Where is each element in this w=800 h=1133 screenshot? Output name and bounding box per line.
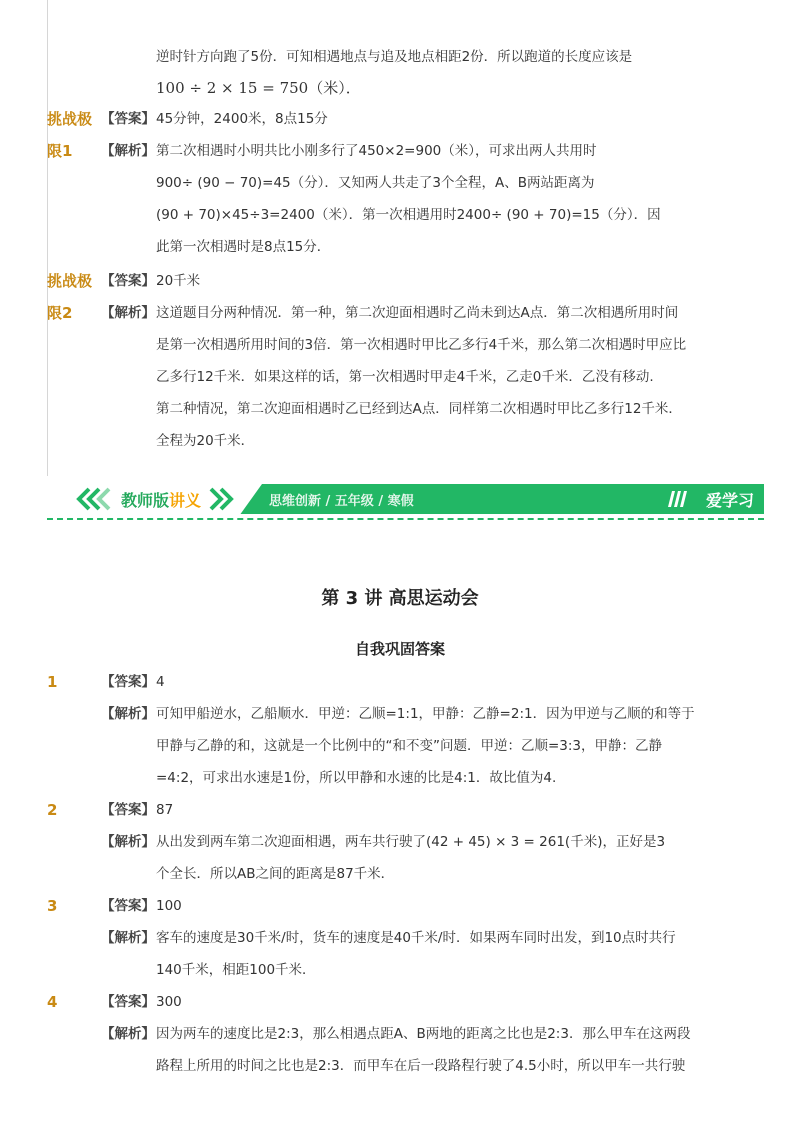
item-analysis-label: 【解析】 xyxy=(101,706,155,722)
challenge-1-analysis-line: (90 + 70)×45÷3=2400（米）．第一次相遇用时2400÷ (90 + 70)=15（分）．因 xyxy=(156,207,661,223)
item-analysis-label: 【解析】 xyxy=(101,834,155,850)
continuation-line-1: 逆时针方向跑了5份．可知相遇地点与追及地点相距2份．所以跑道的长度应该是 xyxy=(156,49,633,65)
item-answer-label: 【答案】 xyxy=(101,674,155,690)
item-analysis-line: 可知甲船逆水，乙船顺水．甲逆：乙顺=1:1，甲静：乙静=2:1．因为甲逆与乙顺的和等于 xyxy=(156,706,695,722)
challenge-1-analysis-line: 900÷ (90 − 70)=45（分）．又知两人共走了3个全程，A、B两站距离为 xyxy=(156,175,595,191)
item-answer: 87 xyxy=(156,802,174,818)
banner-title-main: 教师版 xyxy=(121,491,170,510)
brand-logo-icon xyxy=(666,489,690,513)
continuation-line-2: 100 ÷ 2 × 15 = 750（米）． xyxy=(156,79,361,97)
challenge-1-answer-label: 【答案】 xyxy=(101,111,155,127)
banner-title xyxy=(121,488,201,511)
section-subtitle: 自我巩固答案 xyxy=(354,640,445,658)
challenge-1-analysis-line: 第二次相遇时小明共比小刚多行了450×2=900（米），可求出两人共用时 xyxy=(156,143,597,159)
page-header-banner xyxy=(47,484,764,514)
banner-title-accent: 讲义 xyxy=(169,491,202,510)
item-analysis-line: 客车的速度是30千米/时，货车的速度是40千米/时．如果两车同时出发，到10点时共行 xyxy=(156,930,676,946)
item-number: 3 xyxy=(47,897,58,915)
challenge-1-answer: 45分钟，2400米，8点15分 xyxy=(156,111,328,127)
item-number: 1 xyxy=(47,673,58,691)
item-analysis-line: =4:2，可求出水速是1份，所以甲静和水速的比是4:1．故比值为4. xyxy=(156,770,557,786)
item-analysis-line: 140千米，相距100千米． xyxy=(156,962,316,978)
challenge-2-analysis-line: 是第一次相遇所用时间的3倍．第一次相遇时甲比乙多行4千米，那么第二次相遇时甲应比 xyxy=(156,337,687,353)
item-analysis-line: 从出发到两车第二次迎面相遇，两车共行驶了(42 + 45) × 3 = 261(千米)，正好是3 xyxy=(156,834,666,850)
banner-dashed-divider xyxy=(47,518,764,520)
challenge-2-answer: 20千米 xyxy=(156,273,201,289)
challenge-1-tag-top: 挑战极 xyxy=(47,110,93,128)
item-number: 4 xyxy=(47,993,58,1011)
challenge-2-analysis-line: 乙多行12千米．如果这样的话，第一次相遇时甲走4千米，乙走0千米．乙没有移动. xyxy=(156,369,654,385)
challenge-1-analysis-label: 【解析】 xyxy=(101,143,155,159)
challenge-2-analysis-line: 全程为20千米． xyxy=(156,433,255,449)
challenge-2-tag-top: 挑战极 xyxy=(47,272,93,290)
challenge-1-analysis-line: 此第一次相遇时是8点15分． xyxy=(156,239,331,255)
item-analysis-label: 【解析】 xyxy=(101,1026,155,1042)
brand-name: 爱学习 xyxy=(705,491,754,510)
left-margin-rule xyxy=(47,0,48,476)
item-answer-label: 【答案】 xyxy=(101,802,155,818)
challenge-2-tag-bottom: 限2 xyxy=(47,304,73,322)
item-analysis-line: 因为两车的速度比是2:3，那么相遇点距A、B两地的距离之比也是2:3．那么甲车在这两段 xyxy=(156,1026,691,1042)
item-answer: 4 xyxy=(156,674,165,690)
double-chevron-left-icon xyxy=(75,487,115,511)
challenge-2-answer-label: 【答案】 xyxy=(101,273,155,289)
challenge-2-analysis-label: 【解析】 xyxy=(101,305,155,321)
item-analysis-line: 甲静与乙静的和，这就是一个比例中的“和不变”问题．甲逆：乙顺=3:3，甲静：乙静 xyxy=(156,738,663,754)
challenge-2-analysis-line: 第二种情况，第二次迎面相遇时乙已经到达A点．同样第二次相遇时甲比乙多行12千米． xyxy=(156,401,682,417)
item-answer: 300 xyxy=(156,994,182,1010)
challenge-1-tag-bottom: 限1 xyxy=(47,142,73,160)
double-chevron-right-icon xyxy=(207,487,243,511)
item-answer: 100 xyxy=(156,898,182,914)
item-analysis-line: 个全长．所以AB之间的距离是87千米． xyxy=(156,866,395,882)
item-number: 2 xyxy=(47,801,58,819)
item-answer-label: 【答案】 xyxy=(101,994,155,1010)
lecture-title: 第 3 讲 高思运动会 xyxy=(321,588,479,609)
challenge-2-analysis-line: 这道题目分两种情况．第一种，第二次迎面相遇时乙尚未到达A点．第二次相遇所用时间 xyxy=(156,305,679,321)
item-answer-label: 【答案】 xyxy=(101,898,155,914)
item-analysis-label: 【解析】 xyxy=(101,930,155,946)
banner-breadcrumb: 思维创新 / 五年级 / 寒假 xyxy=(269,494,414,509)
item-analysis-line: 路程上所用的时间之比也是2:3．而甲车在后一段路程行驶了4.5小时，所以甲车一共行驶 xyxy=(156,1058,686,1074)
